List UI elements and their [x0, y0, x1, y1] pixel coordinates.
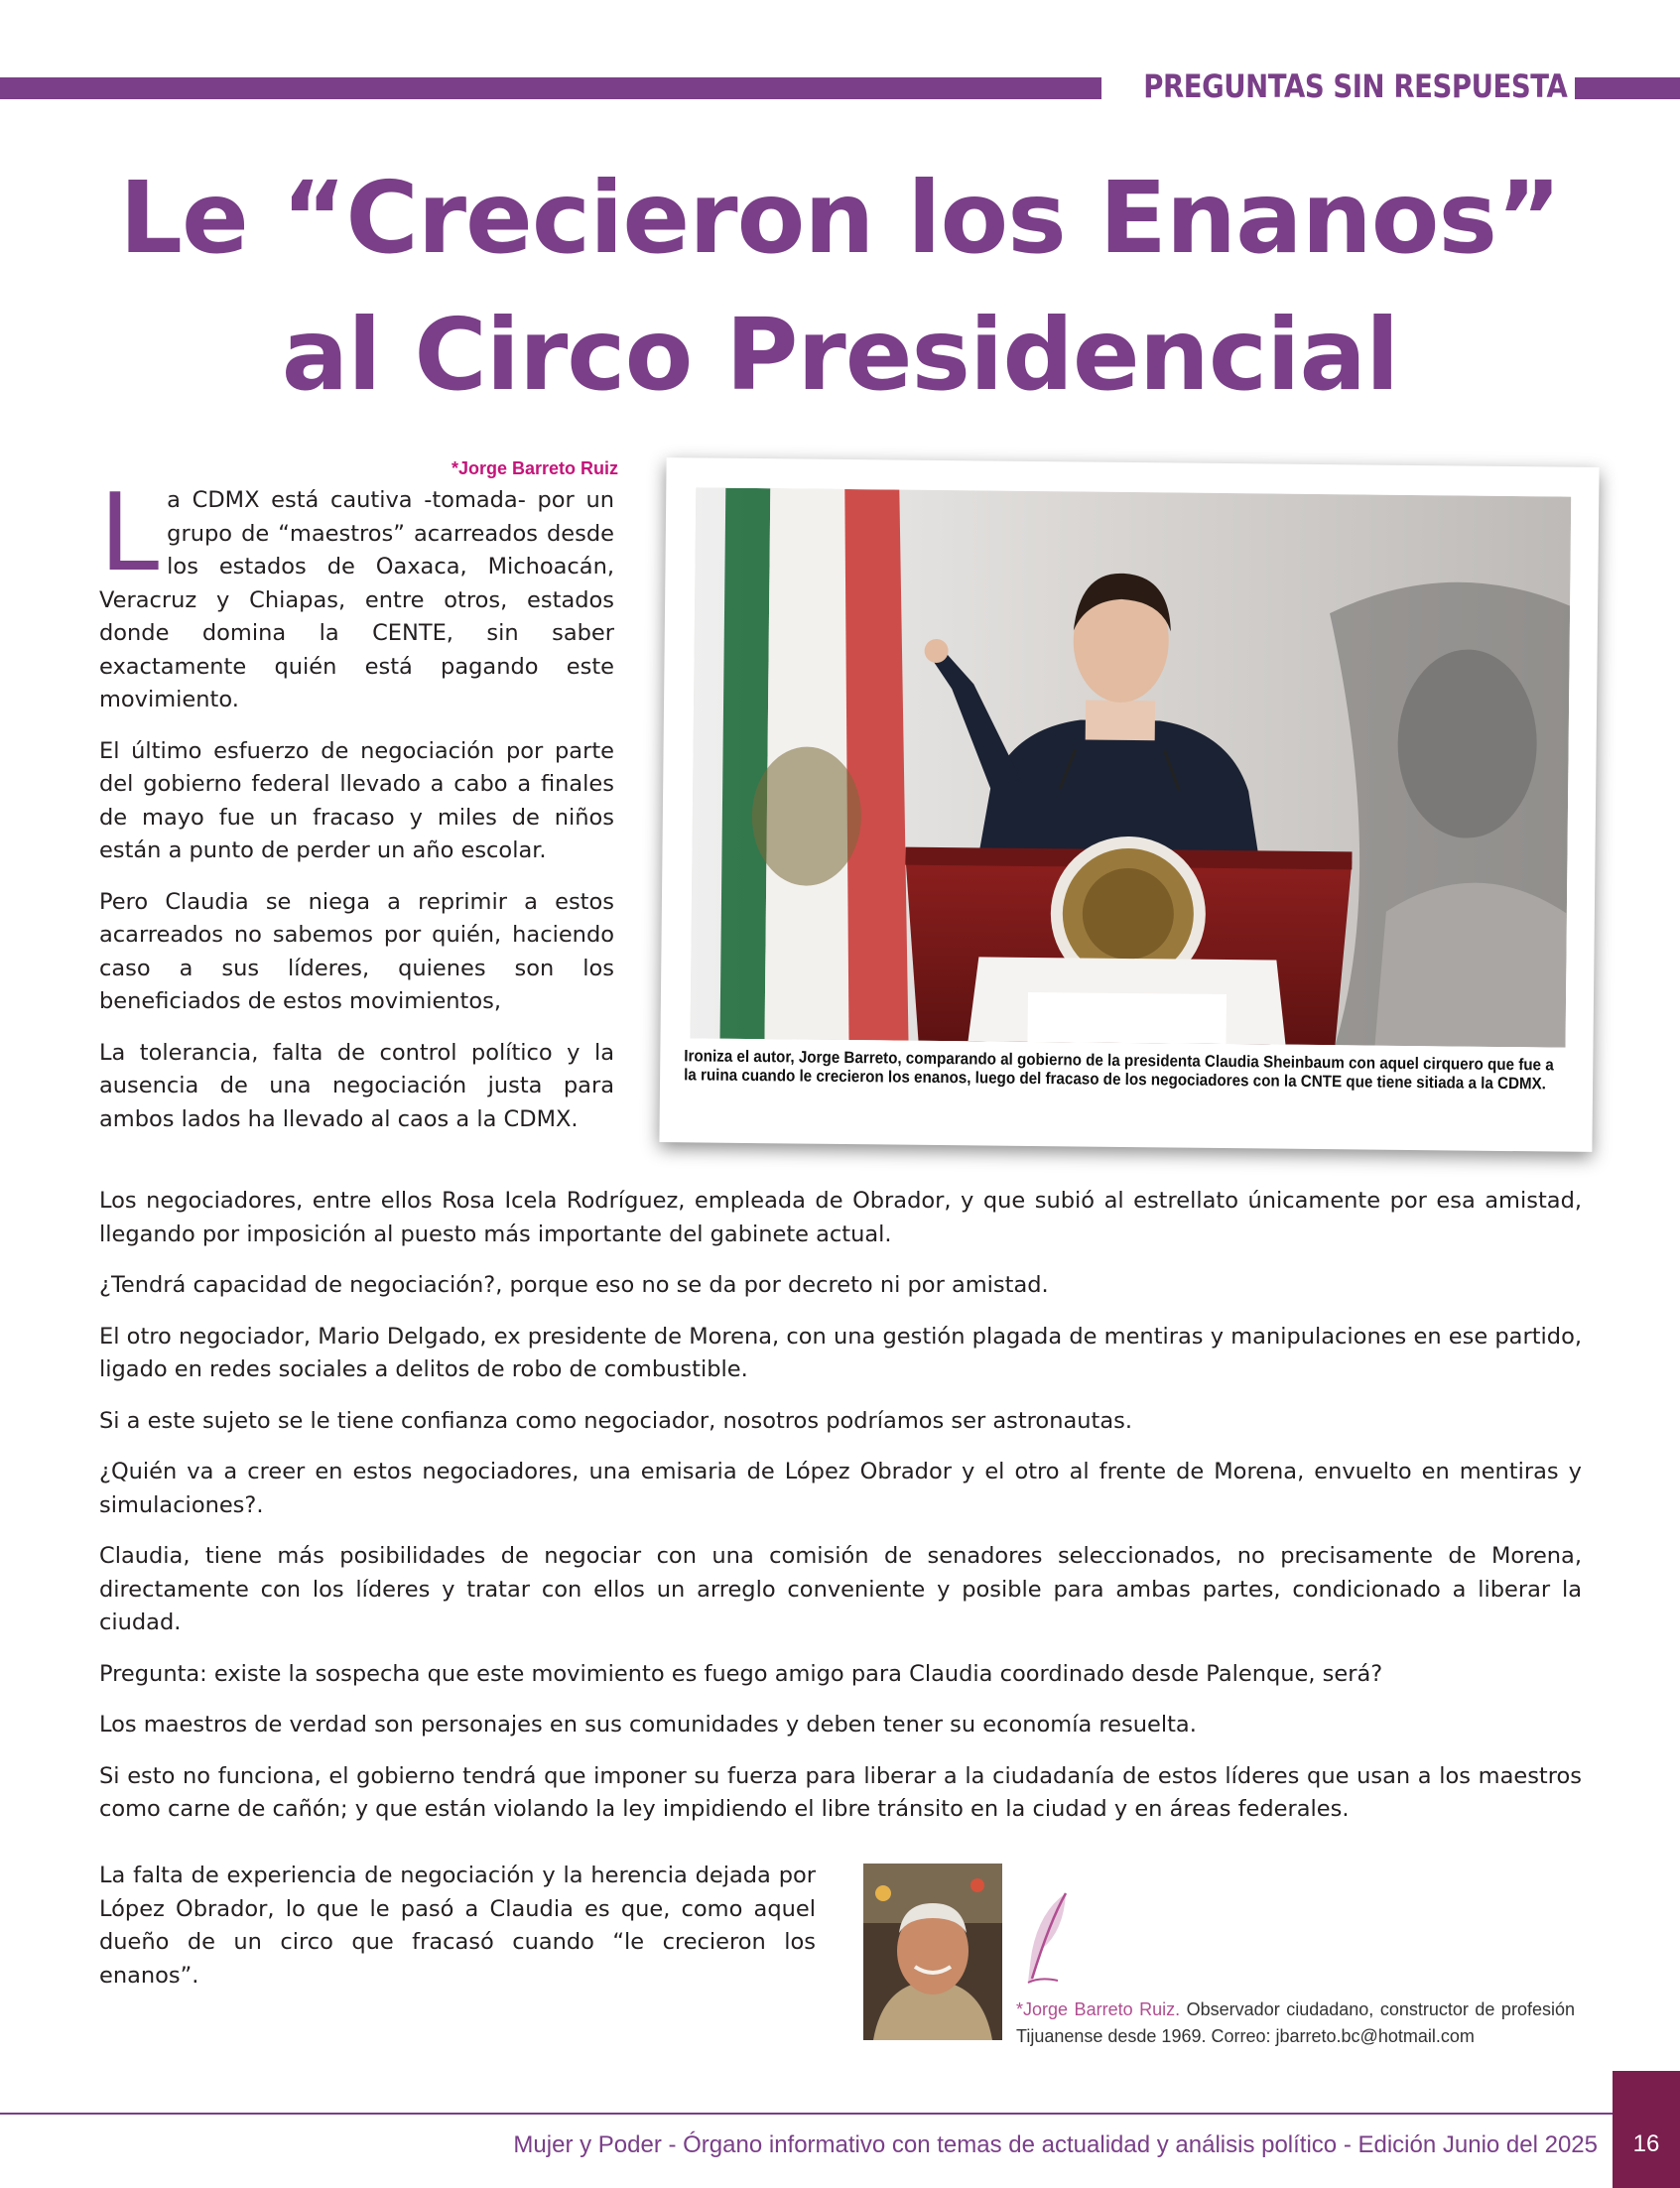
page-number-box	[1613, 2071, 1680, 2188]
paragraph: La tolerancia, falta de control político y la ausencia de una negociación justa para ambos lados ha llevado al caos a la CDMX.	[99, 1039, 614, 1132]
author-portrait	[863, 1864, 1002, 2040]
paragraph: Claudia, tiene más posibilidades de negociar con una comisión de senadores seleccionados, no precisamente de Morena, directamente con los líderes y tratar con ellos un arreglo conveniente y posible para ambas partes, condicionado a liberar la ciudad.	[99, 1543, 1582, 1635]
article-column	[99, 471, 614, 1154]
paragraph: Pero Claudia se niega a reprimir a estos acarreados no sabemos por quién, haciendo caso a sus líderes, quienes son los beneficiados de estos movimientos,	[99, 888, 614, 1014]
author-note	[1016, 1996, 1575, 2050]
paragraph: ¿Tendrá capacidad de negociación?, porque eso no se da por decreto ni por amistad.	[99, 1272, 1049, 1298]
footer-text: Mujer y Poder - Órgano informativo con temas de actualidad y análisis político - Edición Junio del 2025	[513, 2131, 1598, 2158]
paragraph: El otro negociador, Mario Delgado, ex presidente de Morena, con una gestión plagada de mentiras y manipulaciones en ese partido, ligado en redes sociales a delitos de robo de combustible.	[99, 1323, 1582, 1382]
closing-paragraph	[99, 1860, 816, 1993]
article-title-line-1: Le “Crecieron los Enanos”	[119, 160, 1561, 276]
page-number: 16	[1632, 2130, 1660, 2157]
paragraph: Si esto no funciona, el gobierno tendrá que imponer su fuerza para liberar a la ciudadanía de estos líderes que usan a los maestros como carne de cañón; y que están violando la ley impidiendo el libre tránsito en la ciudad y en áreas federales.	[99, 1762, 1582, 1822]
paragraph: El último esfuerzo de negociación por parte del gobierno federal llevado a cabo a finales de mayo fue un fracaso y miles de niños están a punto de perder un año escolar.	[99, 737, 614, 863]
paragraph: Pregunta: existe la sospecha que este movimiento es fuego amigo para Claudia coordinado desde Palenque, será?	[99, 1660, 1383, 1687]
press-conference-photo	[691, 487, 1572, 1047]
paragraph: Si a este sujeto se le tiene confianza como negociador, nosotros podríamos ser astronautas.	[99, 1407, 1132, 1434]
article-body	[99, 1185, 1582, 1845]
paragraph: La falta de experiencia de negociación y la herencia dejada por López Obrador, lo que le pasó a Claudia es que, como aquel dueño de un circo que fracasó cuando “le crecieron los enanos”.	[99, 1863, 816, 1989]
author-bio: Observador ciudadano, constructor de profesión Tijuanense desde 1969. Correo: jbarreto.bc@hotmail.com	[1016, 1999, 1575, 2046]
paragraph: Los negociadores, entre ellos Rosa Icela Rodríguez, empleada de Obrador, y que subió al estrellato únicamente por esa amistad, llegando por imposición al puesto más importante del gabinete actual.	[99, 1188, 1582, 1247]
quill-icon	[1020, 1891, 1072, 1987]
byline: *Jorge Barreto Ruiz	[451, 458, 618, 478]
author-photo	[863, 1864, 1002, 2040]
photo-caption: Ironiza el autor, Jorge Barreto, comparando al gobierno de la presidenta Claudia Sheinbaum con aquel cirquero que fue a la ruina cuando le crecieron los enanos, luego del fracaso de los negociadores con la CNTE que tiene sitiada a la CDMX.	[684, 1047, 1554, 1094]
section-label: PREGUNTAS SIN RESPUESTA	[1143, 67, 1568, 105]
photo-card	[659, 457, 1599, 1152]
header-rule-left	[0, 77, 1101, 99]
paragraph	[99, 471, 614, 717]
drop-cap: L	[99, 471, 160, 595]
author-name: *Jorge Barreto Ruiz.	[1016, 1999, 1181, 2019]
paragraph-text: a CDMX está cautiva -tomada- por un grupo de “maestros” acarreados desde los estados de Oaxaca, Michoacán, Veracruz y Chiapas, entre otros, estados donde domina la CENTE, sin saber exactamente quién está pagando este movimiento.	[99, 487, 614, 712]
article-title-line-2: al Circo Presidencial	[281, 297, 1399, 413]
photo-illustration	[691, 487, 1572, 1047]
paragraph: Los maestros de verdad son personajes en sus comunidades y deben tener su economía resuelta.	[99, 1712, 1197, 1738]
footer-rule	[0, 2113, 1613, 2115]
header-rule-right	[1575, 77, 1680, 99]
paragraph: ¿Quién va a creer en estos negociadores, una emisaria de López Obrador y el otro al frente de Morena, envuelto en mentiras y simulaciones?.	[99, 1459, 1582, 1518]
